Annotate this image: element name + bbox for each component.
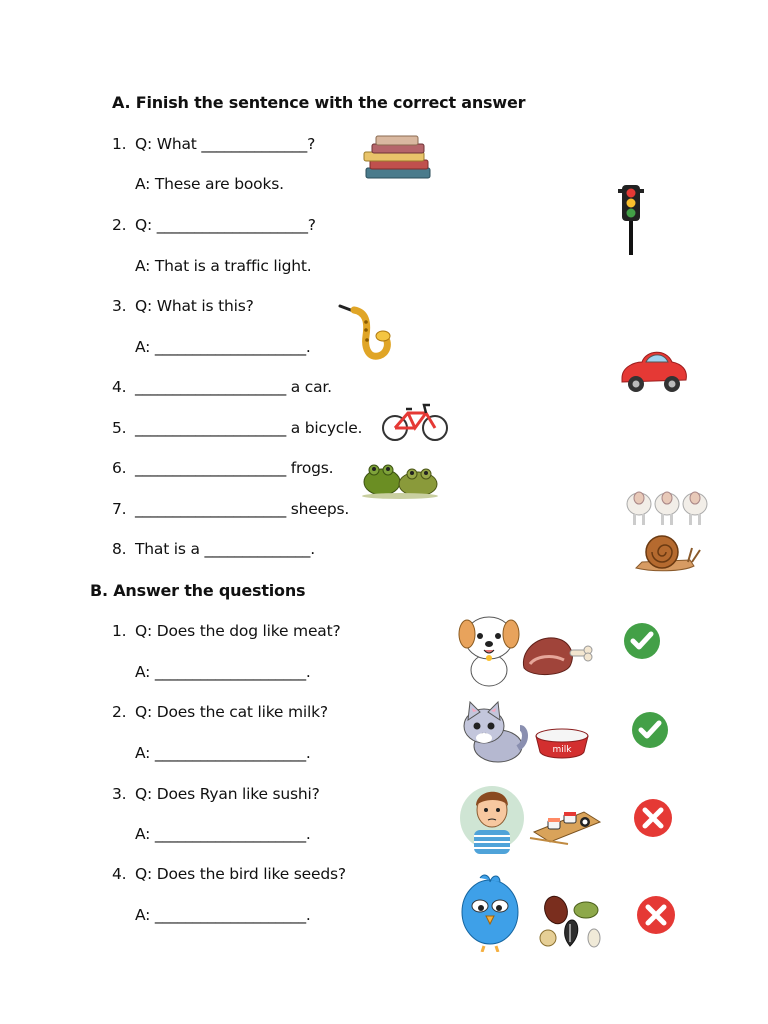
- item-a1-question: Q: What ______________?: [135, 135, 316, 153]
- item-a5-text: ____________________ a bicycle.: [135, 419, 363, 437]
- item-a4-text: ____________________ a car.: [135, 378, 332, 396]
- check-icon: [631, 711, 669, 749]
- item-b2-number: 2.: [112, 703, 127, 721]
- cross-icon: [636, 895, 676, 935]
- item-a2-answer: A: That is a traffic light.: [135, 257, 312, 275]
- section-b-heading: B. Answer the questions: [90, 581, 306, 600]
- section-a-heading: A. Finish the sentence with the correct answer: [112, 93, 526, 112]
- item-a5-number: 5.: [112, 419, 127, 437]
- item-b3-number: 3.: [112, 785, 127, 803]
- boy-avatar: [458, 778, 526, 854]
- item-b1-number: 1.: [112, 622, 127, 640]
- item-b4-answer: A: ____________________.: [135, 906, 311, 924]
- item-b4-number: 4.: [112, 865, 127, 883]
- snail-icon: [632, 532, 702, 574]
- item-a3-answer: A: ____________________.: [135, 338, 311, 356]
- milk-bowl-label: milk: [552, 745, 572, 755]
- dog-icon: [456, 608, 522, 688]
- item-a8-text: That is a ______________.: [135, 540, 315, 558]
- cross-icon: [633, 798, 673, 838]
- bird-icon: [456, 872, 524, 952]
- item-a1-number: 1.: [112, 135, 127, 153]
- item-a1-answer: A: These are books.: [135, 175, 284, 193]
- milk-bowl-icon: [532, 722, 592, 762]
- item-b3-answer: A: ____________________.: [135, 825, 311, 843]
- item-b1-answer: A: ____________________.: [135, 663, 311, 681]
- item-a7-number: 7.: [112, 500, 127, 518]
- item-b4-question: Q: Does the bird like seeds?: [135, 865, 346, 883]
- item-a6-number: 6.: [112, 459, 127, 477]
- item-b3-question: Q: Does Ryan like sushi?: [135, 785, 320, 803]
- sheep-icon: [625, 484, 709, 528]
- item-b2-question: Q: Does the cat like milk?: [135, 703, 328, 721]
- frogs-icon: [360, 450, 442, 500]
- car-icon: [618, 344, 690, 396]
- bicycle-icon: [380, 401, 450, 443]
- seeds-icon: [536, 894, 604, 950]
- item-a3-question: Q: What is this?: [135, 297, 254, 315]
- saxophone-icon: [336, 302, 392, 362]
- cat-icon: [460, 698, 528, 766]
- item-b2-answer: A: ____________________.: [135, 744, 311, 762]
- item-b1-question: Q: Does the dog like meat?: [135, 622, 341, 640]
- item-a3-number: 3.: [112, 297, 127, 315]
- item-a2-question: Q: ____________________?: [135, 216, 316, 234]
- item-a7-text: ____________________ sheeps.: [135, 500, 350, 518]
- traffic-light-icon: [616, 183, 646, 255]
- item-a8-number: 8.: [112, 540, 127, 558]
- meat-icon: [518, 628, 594, 678]
- item-a6-text: ____________________ frogs.: [135, 459, 334, 477]
- check-icon: [623, 622, 661, 660]
- item-a2-number: 2.: [112, 216, 127, 234]
- books-icon: [362, 134, 434, 180]
- sushi-icon: [528, 798, 604, 846]
- item-a4-number: 4.: [112, 378, 127, 396]
